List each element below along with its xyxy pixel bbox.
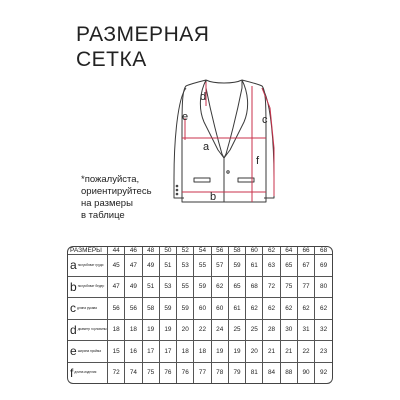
label-b: b [210, 191, 217, 203]
table-cell: 62 [280, 298, 297, 320]
table-cell: 18 [125, 319, 142, 341]
size-header: 46 [125, 247, 142, 255]
row-letter: b [70, 279, 77, 294]
table-cell: 19 [159, 319, 176, 341]
table-cell: 47 [108, 276, 125, 298]
table-row [68, 319, 332, 341]
table-cell: 15 [108, 341, 125, 363]
table-cell: 67 [297, 255, 314, 277]
table-cell: 92 [315, 362, 332, 383]
table-cell: 53 [177, 255, 194, 277]
table-cell: 75 [280, 276, 297, 298]
table-cell: 77 [194, 362, 211, 383]
table-cell: 19 [211, 341, 228, 363]
label-a: a [203, 141, 210, 153]
table-cell: 22 [297, 341, 314, 363]
row-header [68, 362, 108, 383]
table-cell: 45 [108, 255, 125, 277]
table-cell: 55 [194, 255, 211, 277]
table-cell: 62 [297, 298, 314, 320]
table-cell: 20 [177, 319, 194, 341]
table-cell: 62 [315, 298, 332, 320]
table-cell: 62 [211, 276, 228, 298]
table-cell: 60 [194, 298, 211, 320]
jacket-sketch [170, 78, 290, 233]
size-header: 68 [315, 247, 332, 255]
table-cell: 88 [280, 362, 297, 383]
table-row [68, 362, 332, 383]
row-header [68, 341, 108, 363]
table-cell: 28 [263, 319, 280, 341]
label-e: e [182, 111, 189, 123]
table-cell: 49 [125, 276, 142, 298]
table-row [68, 298, 332, 320]
row-header [68, 255, 108, 277]
row-description: диаметр горловины [77, 327, 107, 332]
size-header: 66 [297, 247, 314, 255]
table-cell: 59 [228, 255, 245, 277]
table-cell: 18 [194, 341, 211, 363]
table-cell: 53 [159, 276, 176, 298]
table-cell: 80 [315, 276, 332, 298]
size-header: 54 [194, 247, 211, 255]
table-cell: 62 [263, 298, 280, 320]
label-d: d [200, 91, 207, 103]
size-header: 48 [142, 247, 159, 255]
table-cell: 78 [211, 362, 228, 383]
row-header [68, 276, 108, 298]
note-line-1: *пожалуйста, [81, 174, 140, 185]
table-cell: 72 [108, 362, 125, 383]
table-header-row [68, 247, 332, 255]
table-cell: 76 [177, 362, 194, 383]
size-header: 50 [159, 247, 176, 255]
row-letter: e [70, 344, 77, 359]
table-cell: 30 [280, 319, 297, 341]
row-letter: f [70, 365, 74, 380]
row-description: длина изделия [74, 370, 97, 375]
table-cell: 47 [125, 255, 142, 277]
row-header [68, 298, 108, 320]
table-cell: 16 [125, 341, 142, 363]
title-line-2: СЕТКА [76, 48, 147, 71]
row-description: длина рукава [77, 305, 97, 310]
size-header: 52 [177, 247, 194, 255]
table-row [68, 341, 332, 363]
label-c: c [262, 114, 268, 126]
table-cell: 19 [142, 319, 159, 341]
row-description: полуобхват груди [77, 262, 104, 267]
table-cell: 51 [142, 276, 159, 298]
size-table-grid [68, 247, 332, 383]
row-letter: d [70, 322, 77, 337]
table-cell: 31 [297, 319, 314, 341]
table-cell: 56 [108, 298, 125, 320]
row-header [68, 319, 108, 341]
row-letter: a [70, 258, 77, 273]
size-header: 44 [108, 247, 125, 255]
measure-lines [182, 82, 274, 202]
size-header: 62 [263, 247, 280, 255]
table-cell: 74 [125, 362, 142, 383]
table-cell: 68 [246, 276, 263, 298]
table-cell: 77 [297, 276, 314, 298]
table-cell: 60 [211, 298, 228, 320]
table-cell: 81 [246, 362, 263, 383]
table-cell: 59 [177, 298, 194, 320]
table-cell: 18 [177, 341, 194, 363]
table-cell: 63 [263, 255, 280, 277]
table-cell: 65 [228, 276, 245, 298]
row-description: ширина пройма [77, 348, 102, 353]
page-title [76, 22, 209, 72]
table-cell: 21 [280, 341, 297, 363]
table-cell: 25 [246, 319, 263, 341]
table-cell: 18 [108, 319, 125, 341]
row-letter: c [70, 301, 76, 316]
table-cell: 75 [142, 362, 159, 383]
table-cell: 22 [194, 319, 211, 341]
size-header: 64 [280, 247, 297, 255]
jacket-outline [174, 80, 274, 202]
table-cell: 19 [228, 341, 245, 363]
table-cell: 79 [228, 362, 245, 383]
note-line-3: на размеры [81, 198, 133, 209]
table-cell: 17 [142, 341, 159, 363]
table-cell: 57 [211, 255, 228, 277]
table-cell: 59 [159, 298, 176, 320]
note-line-4: в таблице [81, 210, 125, 221]
table-cell: 62 [246, 298, 263, 320]
table-row [68, 276, 332, 298]
table-cell: 23 [315, 341, 332, 363]
table-cell: 65 [280, 255, 297, 277]
note-line-2: ориентируйтесь [81, 186, 152, 197]
table-cell: 25 [228, 319, 245, 341]
size-note [81, 174, 152, 222]
table-cell: 49 [142, 255, 159, 277]
table-cell: 58 [142, 298, 159, 320]
table-cell: 61 [246, 255, 263, 277]
row-description: полуобхват бедер [77, 284, 105, 289]
table-cell: 24 [211, 319, 228, 341]
table-cell: 69 [315, 255, 332, 277]
table-cell: 17 [159, 341, 176, 363]
size-table [67, 246, 333, 384]
size-header: 58 [228, 247, 245, 255]
table-cell: 76 [159, 362, 176, 383]
title-line-1: РАЗМЕРНАЯ [76, 23, 210, 46]
table-cell: 90 [297, 362, 314, 383]
table-cell: 20 [246, 341, 263, 363]
label-f: f [256, 155, 260, 167]
table-header-label: РАЗМЕРЫ [68, 247, 108, 255]
table-cell: 21 [263, 341, 280, 363]
table-cell: 61 [228, 298, 245, 320]
table-cell: 32 [315, 319, 332, 341]
table-cell: 84 [263, 362, 280, 383]
table-row [68, 255, 332, 277]
table-cell: 55 [177, 276, 194, 298]
size-header: 56 [211, 247, 228, 255]
table-cell: 59 [194, 276, 211, 298]
size-header: 60 [246, 247, 263, 255]
measure-line-c [262, 88, 274, 196]
table-cell: 56 [125, 298, 142, 320]
table-cell: 72 [263, 276, 280, 298]
table-cell: 51 [159, 255, 176, 277]
